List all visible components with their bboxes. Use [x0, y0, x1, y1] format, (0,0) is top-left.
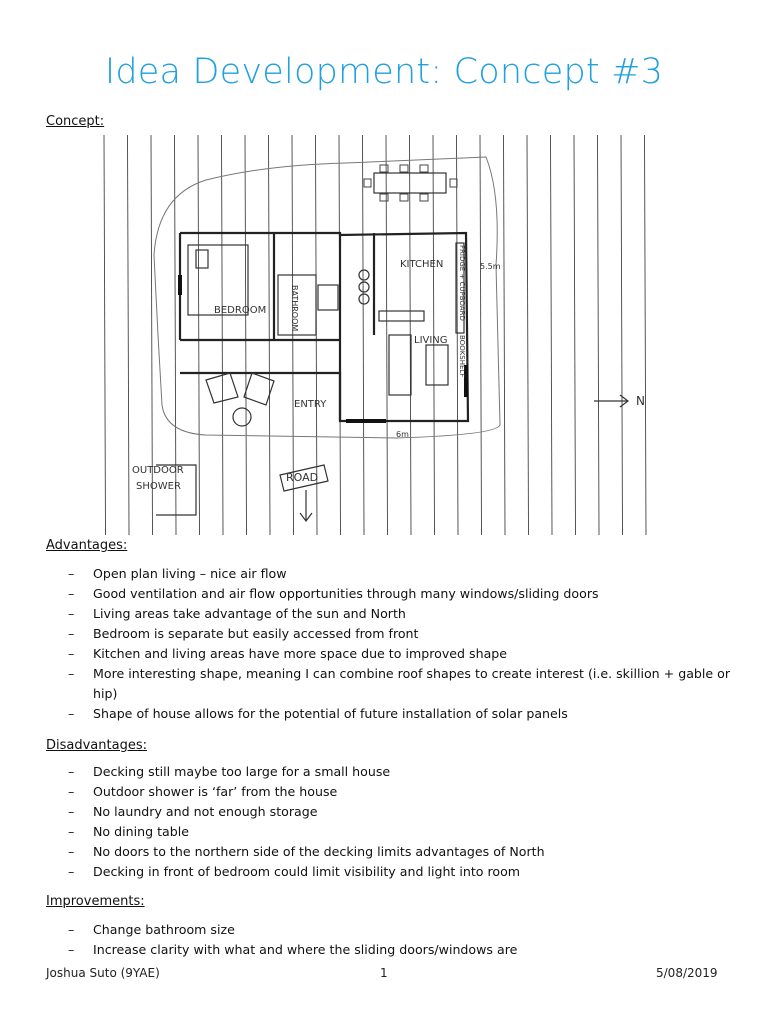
- footer-author: Joshua Suto (9YAE): [46, 966, 160, 980]
- label-shower: SHOWER: [136, 481, 181, 492]
- list-item: – Bedroom is separate but easily accessed from front: [46, 624, 736, 644]
- label-dim-bottom: 6m: [396, 430, 409, 439]
- concept-heading: Concept:: [46, 114, 105, 129]
- list-item: – Living areas take advantage of the sun and North: [46, 604, 736, 624]
- list-item: – More interesting shape, meaning I can combine roof shapes to create interest (i.e. skillion + gable or hip): [46, 664, 736, 704]
- list-item: – Increase clarity with what and where the sliding doors/windows are: [46, 940, 736, 960]
- floor-plan-sketch: [96, 135, 660, 535]
- disadvantages-heading: Disadvantages:: [46, 738, 147, 753]
- ruled-line: [551, 135, 553, 535]
- ruled-line: [104, 135, 106, 535]
- ruled-line: [457, 135, 459, 535]
- list-item: – No laundry and not enough storage: [46, 802, 736, 822]
- list-item: – Outdoor shower is ‘far’ from the house: [46, 782, 736, 802]
- list-item: – Decking still maybe too large for a small house: [46, 762, 736, 782]
- list-item: – Good ventilation and air flow opportunities through many windows/sliding doors: [46, 584, 736, 604]
- improvements-list: [46, 920, 736, 960]
- page-title: Idea Development: Concept #3: [104, 52, 664, 92]
- ruled-line: [574, 135, 576, 535]
- site-boundary: [154, 157, 500, 438]
- list-item: – No dining table: [46, 822, 736, 842]
- label-living: LIVING: [414, 335, 448, 346]
- label-bedroom: BEDROOM: [214, 305, 267, 316]
- list-item: – Decking in front of bedroom could limit visibility and light into room: [46, 862, 736, 882]
- footer-date: 5/08/2019: [656, 966, 718, 980]
- list-item: – No doors to the northern side of the decking limits advantages of North: [46, 842, 736, 862]
- label-dim-right: 5.5m: [480, 262, 501, 271]
- label-bathroom: BATHROOM: [290, 285, 299, 332]
- ruled-line: [363, 135, 365, 535]
- label-outdoor: OUTDOOR: [132, 465, 184, 476]
- ruled-line: [480, 135, 482, 535]
- advantages-list: [46, 564, 736, 724]
- ruled-line: [269, 135, 271, 535]
- ruled-line: [504, 135, 506, 535]
- ruled-line: [527, 135, 529, 535]
- list-item: – Open plan living – nice air flow: [46, 564, 736, 584]
- ruled-line: [198, 135, 200, 535]
- label-road: ROAD: [286, 471, 319, 484]
- label-entry: ENTRY: [294, 399, 327, 410]
- ruled-line: [245, 135, 247, 535]
- list-item: – Shape of house allows for the potential of future installation of solar panels: [46, 704, 736, 724]
- ruled-line: [645, 135, 647, 535]
- ruled-line: [222, 135, 224, 535]
- advantages-heading: Advantages:: [46, 538, 128, 553]
- ruled-line: [598, 135, 600, 535]
- list-item: – Change bathroom size: [46, 920, 736, 940]
- ruled-line: [386, 135, 388, 535]
- disadvantages-list: [46, 762, 736, 882]
- footer-page-number: 1: [380, 966, 388, 980]
- list-item: – Kitchen and living areas have more space due to improved shape: [46, 644, 736, 664]
- ruled-line: [128, 135, 130, 535]
- label-north: N: [636, 394, 645, 408]
- label-kitchen: KITCHEN: [400, 259, 444, 270]
- dining-chairs: [364, 165, 457, 201]
- label-bookshelf: BOOKSHELF: [458, 335, 466, 378]
- label-fridge: FRIDGE + CUPBOARD: [458, 245, 466, 321]
- improvements-heading: Improvements:: [46, 894, 145, 909]
- ruled-line: [621, 135, 623, 535]
